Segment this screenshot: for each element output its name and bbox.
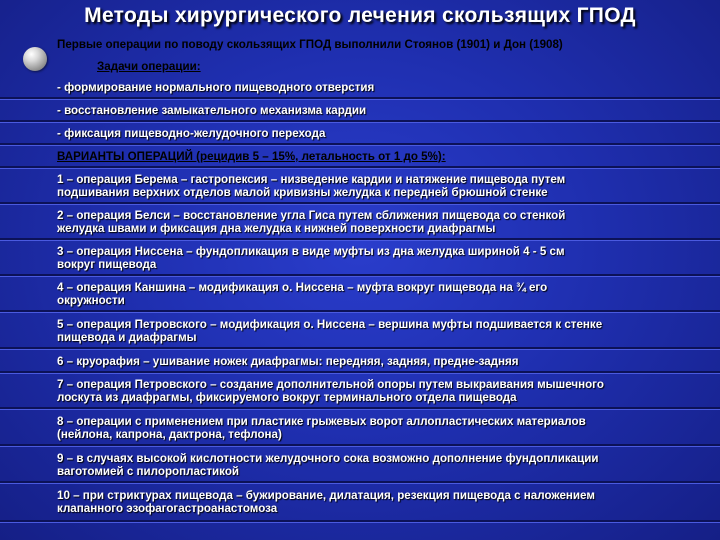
- variant-line: 8 – операции с применением при пластике грыжевых ворот аллопластических материалов: [57, 415, 586, 428]
- divider: [0, 143, 720, 146]
- variant-line: лоскута из диафрагмы, фиксируемого вокруг терминального отдела пищевода: [57, 391, 517, 404]
- variant-line: клапанного эзофагогастроанастомоза: [57, 502, 278, 515]
- divider: [0, 444, 720, 447]
- variants-heading: ВАРИАНТЫ ОПЕРАЦИЙ (рецидив 5 – 15%, летальность от 1 до 5%):: [57, 150, 446, 163]
- sphere-bullet-icon: [23, 47, 47, 71]
- variant-line: 10 – при стриктурах пищевода – бужирование, дилатация, резекция пищевода с наложением: [57, 489, 595, 502]
- divider: [0, 238, 720, 241]
- intro-text: Первые операции по поводу скользящих ГПОД выполнили Стоянов (1901) и Дон (1908): [57, 38, 563, 51]
- variant-line: 2 – операция Белси – восстановление угла Гиса путем сближения пищевода со стенкой: [57, 209, 566, 222]
- variant-line: 5 – операция Петровского – модификация о. Ниссена – вершина муфты подшивается к стенке: [57, 318, 603, 331]
- variant-line: ваготомией с пилоропластикой: [57, 465, 240, 478]
- slide-title: Методы хирургического лечения скользящих ГПОД: [84, 4, 636, 27]
- variant-line: 1 – операция Берема – гастропексия – низведение кардии и натяжение пищевода путем: [57, 173, 566, 186]
- divider: [0, 274, 720, 277]
- divider: [0, 166, 720, 169]
- variant-line: подшивания верхних отделов малой кривизны желудка к передней брюшной стенке: [57, 186, 548, 199]
- divider: [0, 120, 720, 123]
- variant-line: 3 – операция Ниссена – фундопликация в виде муфты из дна желудка шириной 4 - 5 см: [57, 245, 565, 258]
- divider: [0, 347, 720, 350]
- task-item: - восстановление замыкательного механизма кардии: [57, 104, 367, 117]
- variant-line: 6 – круорафия – ушивание ножек диафрагмы: передняя, задняя, предне-задняя: [57, 355, 519, 368]
- divider: [0, 97, 720, 100]
- variant-line: пищевода и диафрагмы: [57, 331, 197, 344]
- variant-line: окружности: [57, 294, 125, 307]
- variant-line: желудка швами и фиксация дна желудка к нижней поверхности диафрагмы: [57, 222, 496, 235]
- variant-line: 9 – в случаях высокой кислотности желудочного сока возможно дополнение фундопликации: [57, 452, 599, 465]
- task-item: - формирование нормального пищеводного отверстия: [57, 81, 375, 94]
- variant-line: 7 – операция Петровского – создание дополнительной опоры путем выкраивания мышечного: [57, 378, 604, 391]
- divider: [0, 371, 720, 374]
- divider: [0, 520, 720, 523]
- variant-line: (нейлона, капрона, дактрона, тефлона): [57, 428, 282, 441]
- tasks-heading: Задачи операции:: [97, 60, 201, 73]
- divider: [0, 481, 720, 484]
- task-item: - фиксация пищеводно-желудочного перехода: [57, 127, 326, 140]
- variant-line: 4 – операция Каншина – модификация о. Ниссена – муфта вокруг пищевода на ¾ его: [57, 281, 548, 294]
- divider: [0, 407, 720, 410]
- divider: [0, 202, 720, 205]
- divider: [0, 310, 720, 313]
- variant-line: вокруг пищевода: [57, 258, 157, 271]
